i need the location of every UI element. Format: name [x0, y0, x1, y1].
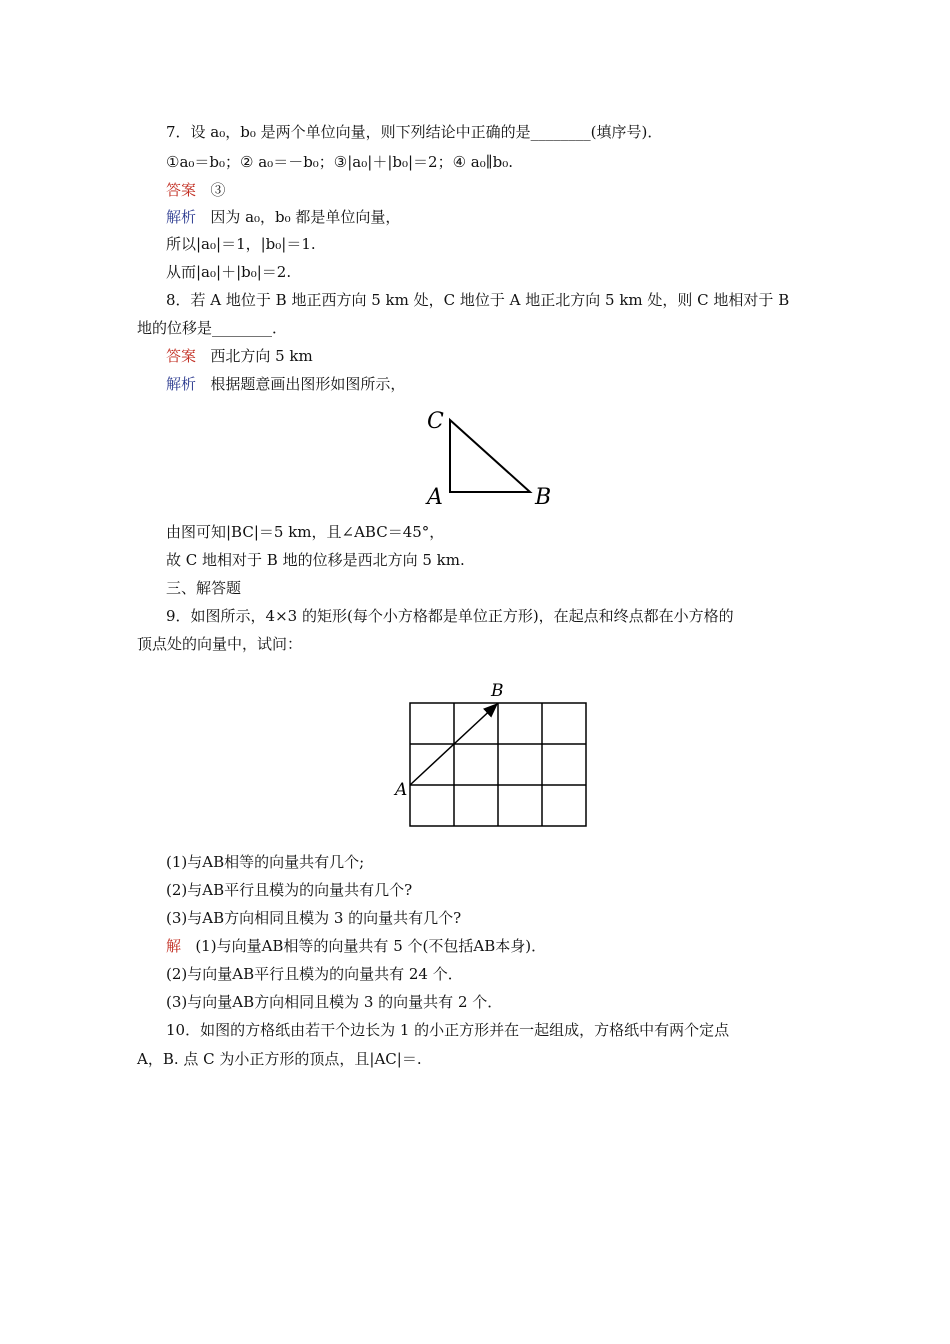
triangle-figure	[415, 400, 570, 522]
triangle-abc	[450, 420, 530, 492]
answer-value: 西北方向 5 km	[210, 347, 313, 365]
label-a: A	[427, 485, 443, 510]
analysis-text: 根据题意画出图形如图所示，	[210, 375, 406, 393]
q7-stem: 7．设 a₀，b₀ 是两个单位向量，则下列结论中正确的是________(填序号)．	[166, 123, 663, 141]
q8-stem: 8．若 A 地位于 B 地正西方向 5 km 处，C 地位于 A 地正北方向 5 km 处，则 C 地相对于 B	[166, 291, 790, 309]
analysis-text: 因为 a₀，b₀ 都是单位向量，	[210, 208, 401, 226]
q8-analysis	[166, 374, 405, 394]
q7-analysis-line-2: 所以|a₀|＝1，|b₀|＝1.	[166, 235, 316, 253]
q9-solution	[166, 936, 546, 956]
label-a: A	[395, 780, 408, 800]
q8-answer	[166, 346, 313, 366]
label-b: B	[491, 681, 504, 701]
analysis-label: 解析	[166, 375, 197, 393]
q8-analysis-line-2: 由图可知|BC|＝5 km，且∠ABC＝45°，	[166, 523, 445, 541]
q7-analysis-line-3: 从而|a₀|＋|b₀|＝2.	[166, 263, 292, 281]
grid-4x3	[410, 703, 586, 826]
q10-stem-line-2: A，B. 点 C 为小正方形的顶点，且|AC|＝.	[137, 1050, 422, 1068]
section-title: 三、解答题	[166, 579, 242, 597]
q8-analysis-line-3: 故 C 地相对于 B 地的位移是西北方向 5 km.	[166, 551, 465, 569]
q9-solution-line-3: (3)与向量AB方向相同且模为 3 的向量共有 2 个．	[166, 993, 503, 1011]
label-b: B	[535, 485, 552, 510]
q9-stem-line-2: 顶点处的向量中，试问：	[137, 635, 303, 653]
q7-answer	[166, 180, 225, 200]
solution-text: (1)与向量AB相等的向量共有 5 个(不包括AB本身)．	[195, 937, 547, 955]
grid-figure	[385, 668, 610, 857]
q9-solution-line-2: (2)与向量AB平行且模为的向量共有 24 个．	[166, 965, 463, 983]
q9-sub-2: (2)与AB平行且模为的向量共有几个?	[166, 881, 413, 899]
label-c: C	[427, 409, 444, 434]
q7-options: ①a₀＝b₀；② a₀＝－b₀；③|a₀|＋|b₀|＝2；④ a₀∥b₀.	[166, 153, 514, 171]
solution-label: 解	[166, 937, 182, 955]
q8-stem-line-2: 地的位移是________．	[137, 319, 288, 337]
answer-label: 答案	[166, 347, 197, 365]
analysis-label: 解析	[166, 208, 197, 226]
answer-value: ③	[210, 181, 226, 199]
answer-label: 答案	[166, 181, 197, 199]
q7-analysis	[166, 207, 400, 227]
q10-stem: 10．如图的方格纸由若干个边长为 1 的小正方形并在一起组成，方格纸中有两个定点	[166, 1021, 730, 1039]
q9-sub-1: (1)与AB相等的向量共有几个;	[166, 853, 365, 871]
q9-stem: 9．如图所示，4×3 的矩形(每个小方格都是单位正方形)，在起点和终点都在小方格的	[166, 607, 734, 625]
q9-sub-3: (3)与AB方向相同且模为 3 的向量共有几个?	[166, 909, 462, 927]
